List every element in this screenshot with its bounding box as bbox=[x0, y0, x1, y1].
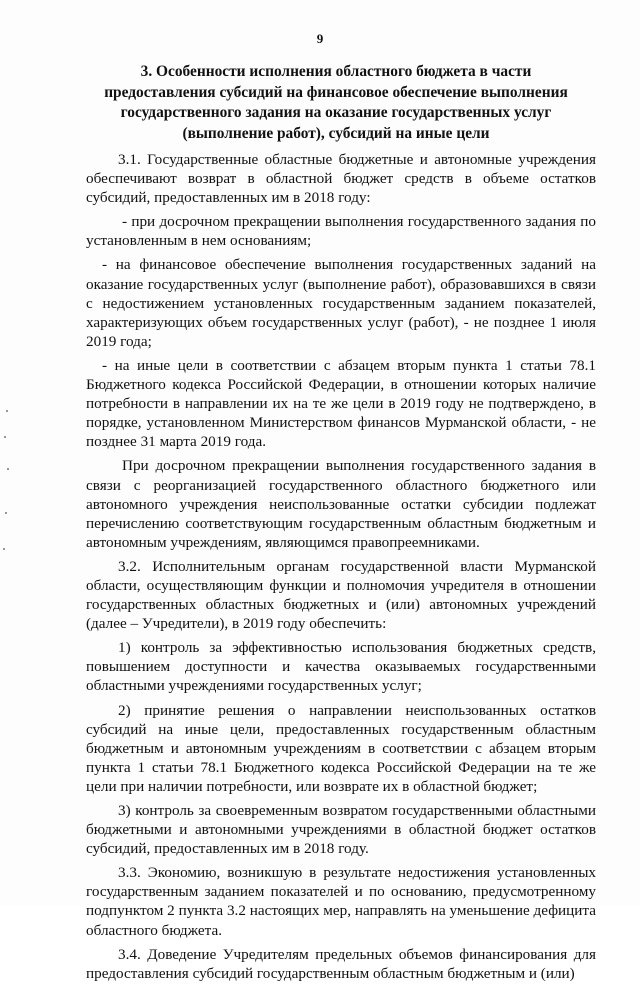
section-heading: 3. Особенности исполнения областного бюджета в части предоставления субсидий на финансовое обеспечение выполнения государственного задания на оказание государственных услуг (выполнение работ), субсидий на иные цели bbox=[104, 63, 568, 142]
paragraph-3-2-item-3: 3) контроль за своевременным возвратом государственными областными бюджетными и автономными учреждениями в областной бюджет остатков субсидий, предоставленных им в 2018 году. bbox=[86, 802, 596, 858]
paragraph-3-4: 3.4. Доведение Учредителям предельных объемов финансирования для предоставления субсидий государственным областным бюджетным и (или) bbox=[86, 945, 596, 982]
paragraph-3-1: 3.1. Государственные областные бюджетные и автономные учреждения обеспечивают возврат в областной бюджет средств в объеме остатков субсидий, предоставленных им в 2018 году: bbox=[86, 151, 596, 207]
paragraph-item-other-purposes: - на иные цели в соответствии с абзацем вторым пункта 1 статьи 78.1 Бюджетного кодекса Российской Федерации, в отношении которых наличие потребности в направлении их на те же цели в 2019 году не подтверждено, в порядке, установленном Министерством финансов Мурманской области, - не позднее 31 марта 2019 года. bbox=[86, 356, 596, 451]
paragraph-item-financial-support: - на финансовое обеспечение выполнения государственных заданий на оказание государственных услуг (выполнение работ), образовавшихся в связи с недостижением установленных государственным заданием показателей, характеризующих объем государственных услуг (работ), - не позднее 1 июля 2019 года; bbox=[86, 256, 596, 350]
scan-speck bbox=[3, 548, 5, 550]
paragraph-3-3: 3.3. Экономию, возникшую в результате недостижения установленных государственным заданием показателей и по основанию, предусмотренному подпунктом 2 пункта 3.2 настоящих мер, направлять на уменьшение дефицита областного бюджета. bbox=[86, 864, 596, 939]
paragraph-3-2-item-1: 1) контроль за эффективностью использования бюджетных средств, повышением доступности и качества оказываемых государственными областными учреждениями государственных услуг; bbox=[86, 639, 596, 695]
section-body bbox=[86, 150, 596, 988]
paragraph-reorganization: При досрочном прекращении выполнения государственного задания в связи с реорганизацией государственного областного бюджетного или автономного учреждения неиспользованные остатки субсидии подлежат перечислению соответствующим государственным областным бюджетным и автономным учреждениям, являющимся правопреемниками. bbox=[86, 457, 596, 551]
scan-speck bbox=[4, 436, 6, 438]
scan-speck bbox=[6, 410, 8, 412]
paragraph-item-early-termination: - при досрочном прекращении выполнения государственного задания по установленным в нем основаниям; bbox=[86, 213, 596, 250]
scan-speck bbox=[7, 468, 9, 470]
paragraph-3-2-item-2: 2) принятие решения о направлении неиспользованных остатков субсидий на иные цели, предоставленных государственным областным бюджетным и автономным учреждениям в соответствии с абзацем вторым пункта 1 статьи 78.1 Бюджетного кодекса Российской Федерации на те же цели при наличии потребности, или возврате их в областной бюджет; bbox=[86, 701, 596, 795]
paragraph-3-2: 3.2. Исполнительным органам государственной власти Мурманской области, осуществляющим функции и полномочия учредителя в отношении государственных областных бюджетных и (или) автономных учреждений (далее – Учредители), в 2019 году обеспечить: bbox=[86, 557, 596, 633]
page-number: 9 bbox=[316, 31, 324, 46]
scan-speck bbox=[5, 512, 7, 514]
